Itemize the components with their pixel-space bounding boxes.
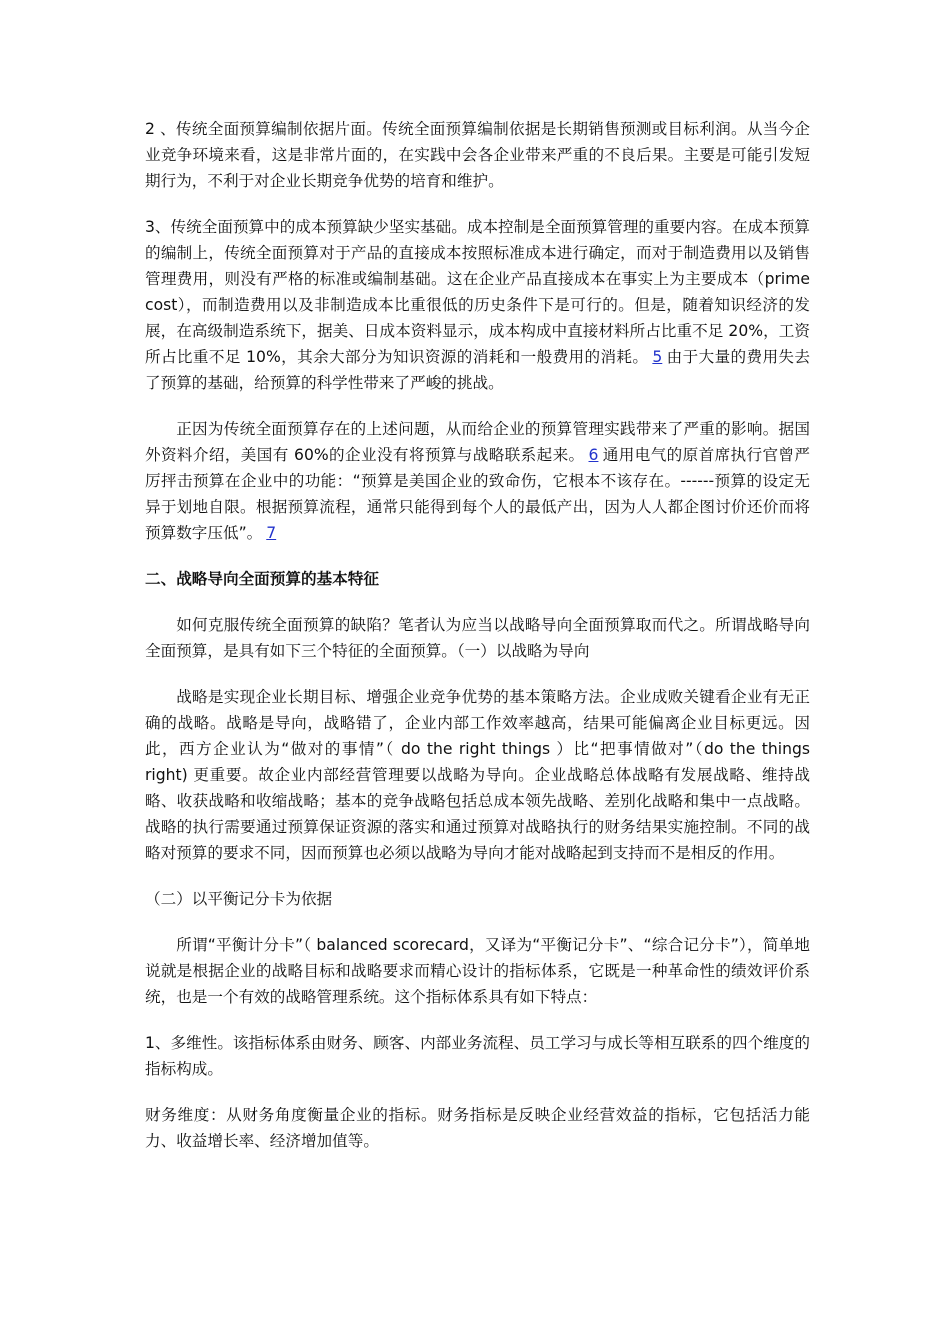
paragraph-text: 正因为传统全面预算存在的上述问题，从而给企业的预算管理实践带来了严重的影响。据国外资料介绍，美国有 60%的企业没有将预算与战略联系起来。 xyxy=(145,420,810,464)
paragraph-text: 通用电气的原首席执行官曾严厉抨击预算在企业中的功能：“预算是美国企业的致命伤，它根本不该存在。------预算的设定无异于划地自限。根据预算流程，通常只能得到每个人的最低产出，因为人人都企图讨价还价而将预算数字压低”。 xyxy=(145,446,810,542)
paragraph-strategy: 战略是实现企业长期目标、增强企业竞争优势的基本策略方法。企业成败关键看企业有无正确的战略。战略是导向，战略错了，企业内部工作效率越高，结果可能偏离企业目标更远。因此，西方企业认为“做对的事情”（ do the right things ）比“把事情做对”（do the things right) 更重要。故企业内部经营管理要以战略为导向。企业战略总体战略有发展战略、维持战略、收获战略和收缩战略；基本的竞争战略包括总成本领先战略、差别化战略和集中一点战略。战略的执行需要通过预算保证资源的落实和通过预算对战略执行的财务结果实施控制。不同的战略对预算的要求不同，因而预算也必须以战略为导向才能对战略起到支持而不是相反的作用。 xyxy=(145,688,810,862)
section-heading: 二、战略导向全面预算的基本特征 xyxy=(145,570,379,588)
paragraph-biased-basis xyxy=(145,116,810,194)
paragraph-scorecard: 所谓“平衡计分卡”（ balanced scorecard，又译为“平衡记分卡”、“综合记分卡”），简单地说就是根据企业的战略目标和战略要求而精心设计的指标体系，它既是一种革命性的绩效评价系统，也是一个有效的战略管理系统。这个指标体系具有如下特点： xyxy=(145,936,810,1006)
paragraph-text: 由于大量的费用失去了预算的基础，给预算的科学性带来了严峻的挑战。 xyxy=(145,348,810,392)
subheading-balanced-scorecard: （二）以平衡记分卡为依据 xyxy=(145,890,333,908)
paragraph-impact xyxy=(145,416,810,546)
footnote-link-7[interactable]: 7 xyxy=(266,524,277,542)
document-page xyxy=(145,116,810,1174)
paragraph-text: 2 、传统全面预算编制依据片面。传统全面预算编制依据是长期销售预测或目标利润。从当今企业竞争环境来看，这是非常片面的，在实践中会各企业带来严重的不良后果。主要是可能引发短期行为，不利于对企业长期竞争优势的培育和维护。 xyxy=(145,120,810,190)
paragraph-cost-budget xyxy=(145,214,810,396)
footnote-link-6[interactable]: 6 xyxy=(588,446,599,464)
paragraph-overcome: 如何克服传统全面预算的缺陷？笔者认为应当以战略导向全面预算取而代之。所谓战略导向全面预算，是具有如下三个特征的全面预算。（一）以战略为导向 xyxy=(145,616,810,660)
paragraph-text: 3、传统全面预算中的成本预算缺少坚实基础。成本控制是全面预算管理的重要内容。在成本预算的编制上，传统全面预算对于产品的直接成本按照标准成本进行确定，而对于制造费用以及销售管理费用，则没有严格的标准或编制基础。这在企业产品直接成本在事实上为主要成本（prime cost），而制造费用以及非制造成本比重很低的历史条件下是可行的。但是，随着知识经济的发展，在高级制造系统下，据美、日成本资料显示，成本构成中直接材料所占比重不足 20%，工资所占比重不足 10%，其余大部分为知识资源的消耗和一般费用的消耗。 xyxy=(145,218,810,366)
paragraph-financial-dimension: 财务维度：从财务角度衡量企业的指标。财务指标是反映企业经营效益的指标，它包括活力能力、收益增长率、经济增加值等。 xyxy=(145,1106,810,1150)
footnote-link-5[interactable]: 5 xyxy=(652,348,663,366)
paragraph-multidimensional: 1、多维性。该指标体系由财务、顾客、内部业务流程、员工学习与成长等相互联系的四个维度的指标构成。 xyxy=(145,1034,810,1078)
